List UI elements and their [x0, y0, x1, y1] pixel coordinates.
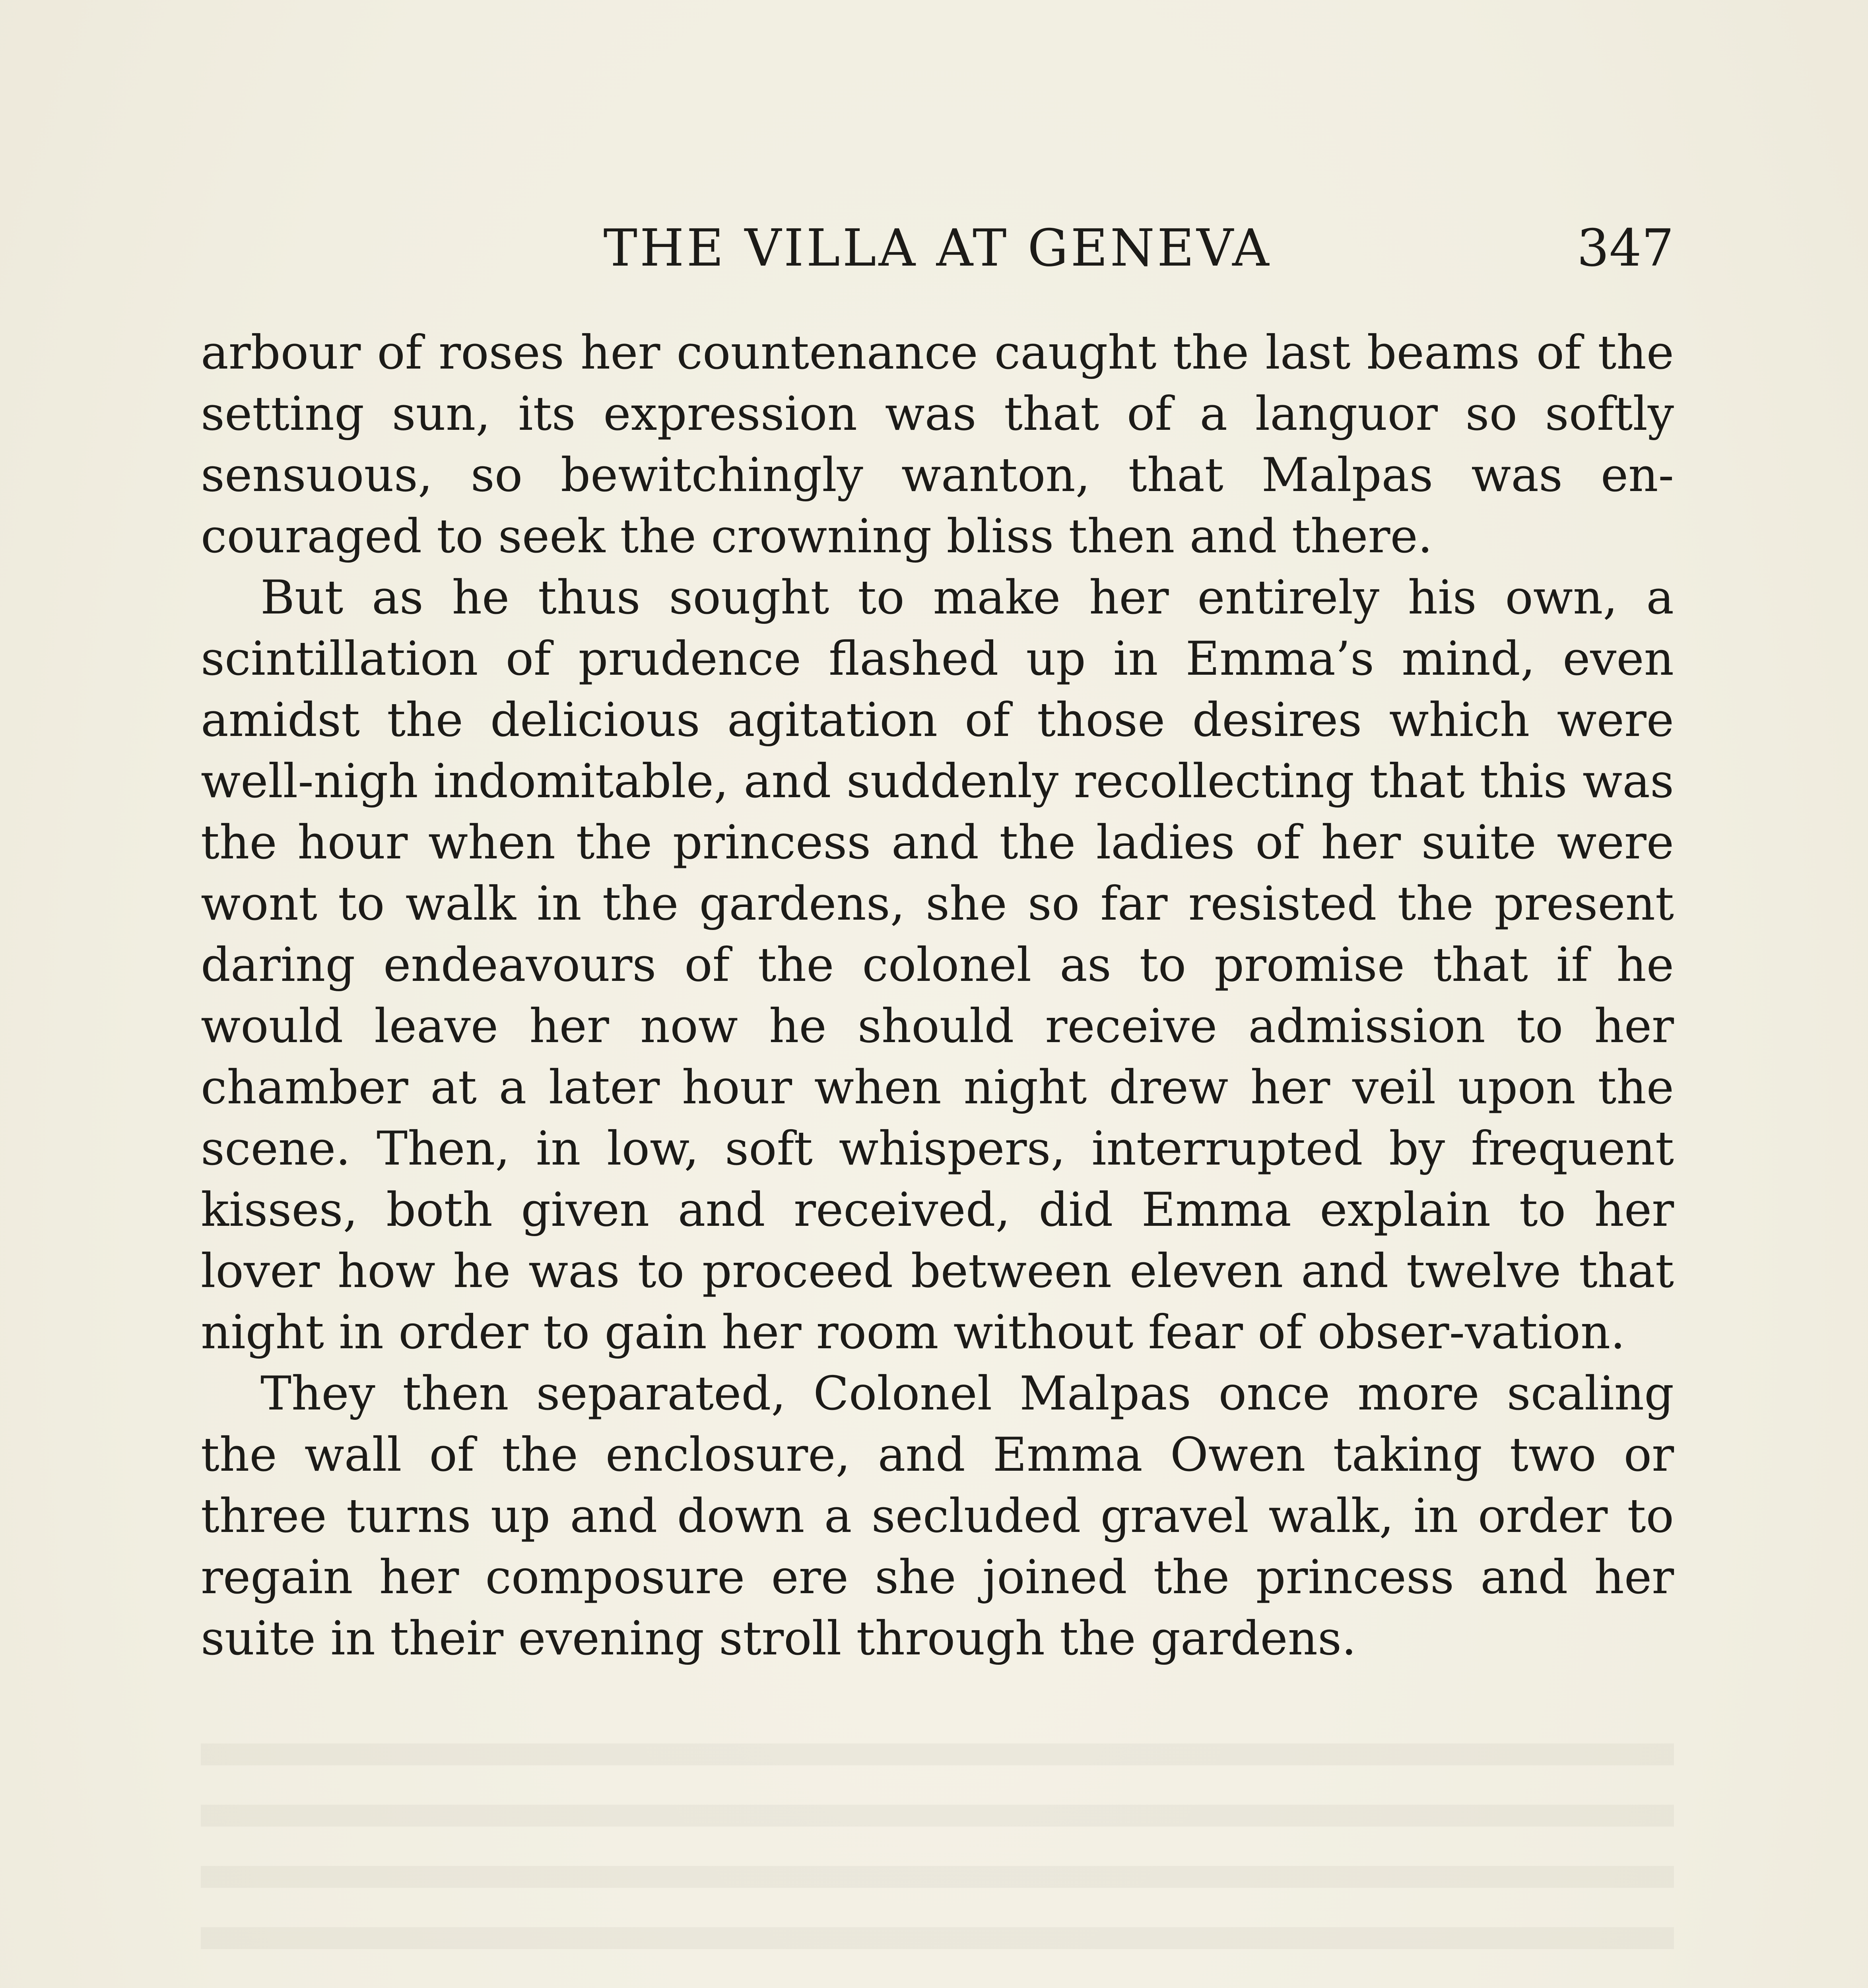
- page-number: 347: [1577, 219, 1674, 278]
- paragraph: But as he thus sought to make her entirely his own, a scintillation of prudence flashed up in Emma’s mind, even amidst the delicious agitation of those desires which were well-nigh indomitable, and suddenly recollecting that this was the hour when the princess and the ladies of her suite were wont to walk in the gardens, she so far resisted the present daring endeavours of the colonel as to promise that if he would leave her now he should receive admission to her chamber at a later hour when night drew her veil upon the scene. Then, in low, soft whispers, interrupted by frequent kisses, both given and received, did Emma explain to her lover how he was to proceed between eleven and twelve that night in order to gain her room without fear of obser-vation.: [201, 570, 1674, 1359]
- bleed-through-shadow: [201, 1722, 1674, 1988]
- running-head: [201, 217, 1674, 280]
- paragraph: They then separated, Colonel Malpas once more scaling the wall of the enclosure, and Emma Owen taking two or three turns up and down a secluded gravel walk, in order to regain her composure ere she joined the princess and her suite in their evening stroll through the gardens.: [201, 1366, 1674, 1666]
- running-title: THE VILLA AT GENEVA: [603, 219, 1272, 278]
- body-text: [201, 322, 1674, 1669]
- paragraph-continued: arbour of roses her countenance caught the last beams of the setting sun, its expression was that of a languor so softly sensuous, so bewitchingly wanton, that Malpas was en-couraged to seek the crowning bliss then and there.: [201, 325, 1674, 563]
